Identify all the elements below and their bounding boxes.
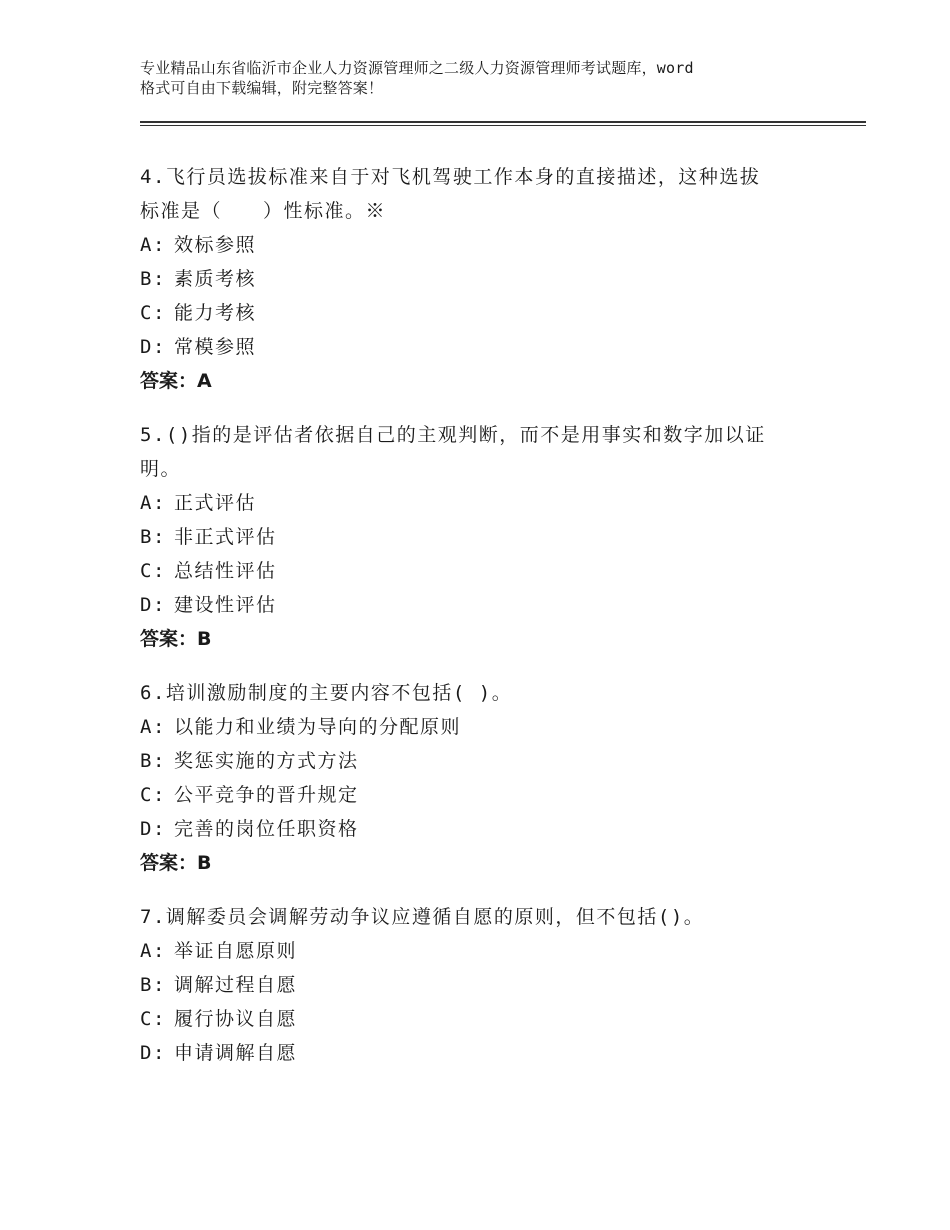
option-letter: D: <box>140 818 166 840</box>
option-d <box>140 812 810 846</box>
option-text: 能力考核 <box>174 302 257 324</box>
option-a <box>140 228 810 262</box>
option-letter: A: <box>140 492 166 514</box>
option-letter: C: <box>140 302 166 324</box>
option-letter: A: <box>140 716 166 738</box>
option-c <box>140 554 810 588</box>
option-text: 举证自愿原则 <box>174 940 298 962</box>
option-text: 申请调解自愿 <box>174 1042 298 1064</box>
option-letter: A: <box>140 940 166 962</box>
question-stem-line-1: 5.()指的是评估者依据自己的主观判断，而不是用事实和数字加以证 <box>140 424 766 446</box>
question-stem-line-1: 7.调解委员会调解劳动争议应遵循自愿的原则，但不包括()。 <box>140 906 705 928</box>
option-text: 总结性评估 <box>174 560 277 582</box>
question-7 <box>140 900 810 1070</box>
option-b <box>140 744 810 778</box>
option-letter: D: <box>140 1042 166 1064</box>
question-stem-line-2: 标准是（ ）性标准。※ <box>140 200 387 222</box>
option-text: 建设性评估 <box>174 594 277 616</box>
option-letter: C: <box>140 784 166 806</box>
option-text: 以能力和业绩为导向的分配原则 <box>174 716 462 738</box>
option-text: 奖惩实施的方式方法 <box>174 750 359 772</box>
document-header <box>140 58 840 98</box>
option-letter: C: <box>140 1008 166 1030</box>
answer-label: 答案：B <box>140 852 212 874</box>
option-d <box>140 588 810 622</box>
option-text: 调解过程自愿 <box>174 974 298 996</box>
option-text: 公平竞争的晋升规定 <box>174 784 359 806</box>
option-b <box>140 262 810 296</box>
option-letter: D: <box>140 336 166 358</box>
question-stem-line-1: 4.飞行员选拔标准来自于对飞机驾驶工作本身的直接描述，这种选拔 <box>140 166 761 188</box>
question-list <box>140 160 810 1090</box>
option-text: 常模参照 <box>174 336 257 358</box>
option-text: 完善的岗位任职资格 <box>174 818 359 840</box>
header-divider-thin <box>140 125 866 126</box>
option-text: 履行协议自愿 <box>174 1008 298 1030</box>
question-4 <box>140 160 810 398</box>
question-5 <box>140 418 810 656</box>
option-text: 非正式评估 <box>174 526 277 548</box>
option-d <box>140 1036 810 1070</box>
option-a <box>140 934 810 968</box>
question-stem-line-2: 明。 <box>140 458 182 480</box>
question-6 <box>140 676 810 880</box>
option-text: 正式评估 <box>174 492 257 514</box>
answer-label: 答案：A <box>140 370 212 392</box>
option-text: 效标参照 <box>174 234 257 256</box>
option-a <box>140 710 810 744</box>
answer-label: 答案：B <box>140 628 212 650</box>
option-letter: B: <box>140 268 166 290</box>
option-c <box>140 296 810 330</box>
option-c <box>140 778 810 812</box>
option-letter: B: <box>140 526 166 548</box>
option-b <box>140 520 810 554</box>
header-divider-thick <box>140 121 866 123</box>
option-letter: D: <box>140 594 166 616</box>
header-line-1: 专业精品山东省临沂市企业人力资源管理师之二级人力资源管理师考试题库，word <box>140 59 694 77</box>
option-text: 素质考核 <box>174 268 257 290</box>
header-line-2: 格式可自由下载编辑，附完整答案！ <box>140 79 384 97</box>
option-a <box>140 486 810 520</box>
question-stem-line-1: 6.培训激励制度的主要内容不包括( )。 <box>140 682 513 704</box>
option-d <box>140 330 810 364</box>
option-letter: B: <box>140 974 166 996</box>
option-letter: B: <box>140 750 166 772</box>
option-letter: A: <box>140 234 166 256</box>
option-letter: C: <box>140 560 166 582</box>
option-b <box>140 968 810 1002</box>
option-c <box>140 1002 810 1036</box>
